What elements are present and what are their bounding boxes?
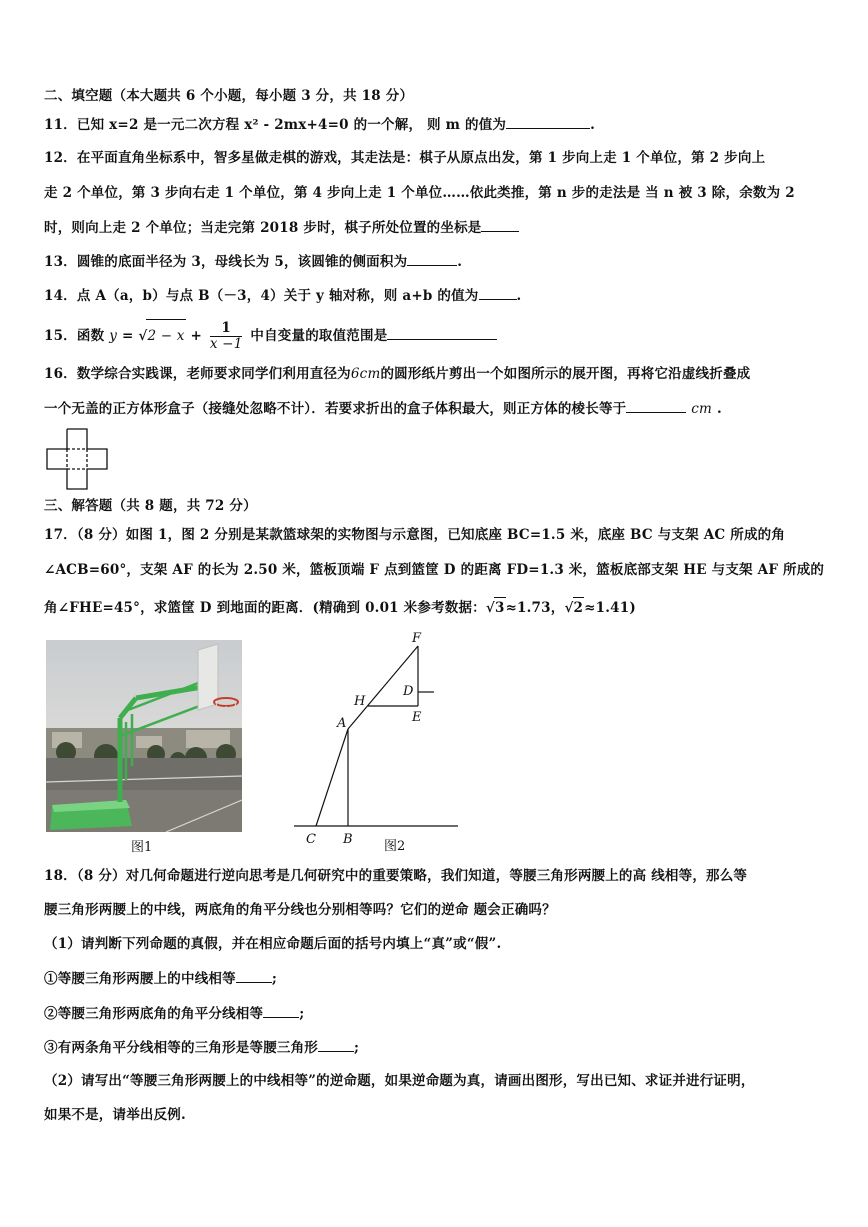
section-2-heading: 二、填空题（本大题共 6 个小题，每小题 3 分，共 18 分） xyxy=(44,88,414,104)
q18-item-3-end: ; xyxy=(354,1040,360,1056)
sqrt3-value: ≈1.73， xyxy=(505,600,565,616)
q18-item-1-text: ①等腰三角形两腰上的中线相等 xyxy=(44,971,236,987)
q12-line-2: 走 2 个单位，第 3 步向右走 1 个单位，第 4 步向上走 1 个单位……依此类推，第 n 步的走法是 当 n 被 3 除，余数为 2 xyxy=(44,185,795,201)
q12-line-1: 12．在平面直角坐标系中，智多星做走棋的游戏，其走法是：棋子从原点出发，第 1 步向上走 1 个单位，第 2 步向上 xyxy=(44,150,766,166)
q18-line-3: （1）请判断下列命题的真假，并在相应命题后面的括号内填上“真”或“假”. xyxy=(44,936,502,952)
q15-equals: = xyxy=(121,328,134,344)
label-F: F xyxy=(412,631,422,646)
q15-answer-blank xyxy=(387,325,497,340)
label-H: H xyxy=(354,694,366,709)
figure-1-caption: 图1 xyxy=(131,840,153,855)
q14-text: 14．点 A（a，b）与点 B（－3，4）关于 y 轴对称，则 a+b 的值为 xyxy=(44,288,479,304)
q15-numerator: 1 xyxy=(210,321,243,337)
q17-line-1: 17．（8 分）如图 1，图 2 分别是某款篮球架的实物图与示意图，已知底座 BC=1.5 米，底座 BC 与支架 AC 所成的角 xyxy=(44,527,786,543)
q17-line-2: ∠ACB=60°，支架 AF 的长为 2.50 米，篮板顶端 F 点到篮筐 D 的距离 FD=1.3 米，篮板底部支架 HE 与支架 AF 所成的 xyxy=(44,562,825,578)
q12-answer-blank xyxy=(481,217,519,232)
sqrt3-radicand: 3 xyxy=(494,597,506,618)
label-D: D xyxy=(403,684,414,699)
q15-fraction xyxy=(210,321,243,352)
figure-2-caption: 图2 xyxy=(384,839,406,854)
q15-denominator: x −1 xyxy=(209,336,243,352)
q14-answer-blank xyxy=(479,285,517,300)
question-15 xyxy=(44,319,497,352)
sqrt2-value: ≈1.41) xyxy=(584,600,636,616)
segment-AC xyxy=(316,729,348,826)
q15-text: 中自变量的取值范围是 xyxy=(250,328,388,344)
q18-item-2-blank xyxy=(263,1003,299,1018)
label-A: A xyxy=(337,716,347,731)
q16-line-1a: 16．数学综合实践课，老师要求同学们利用直径为 xyxy=(44,366,351,382)
q18-item-3 xyxy=(44,1037,359,1058)
q16-answer-blank xyxy=(626,398,686,413)
q15-plus: + xyxy=(190,328,202,344)
q11-period: . xyxy=(590,117,596,133)
question-12-line-3 xyxy=(44,217,519,238)
q18-item-3-text: ③有两条角平分线相等的三角形是等腰三角形 xyxy=(44,1040,318,1056)
q18-item-1-blank xyxy=(236,968,272,983)
label-B: B xyxy=(343,832,353,847)
q16-diameter: 6cm xyxy=(350,366,381,382)
q18-line-2: 腰三角形两腰上的中线，两底角的角平分线也分别相等吗？它们的逆命 题会正确吗？ xyxy=(44,902,556,918)
q11-answer-blank xyxy=(506,114,590,129)
q13-period: . xyxy=(457,254,463,270)
q14-period: . xyxy=(516,288,522,304)
q15-sqrt-symbol: √ xyxy=(138,328,148,344)
q15-y: y xyxy=(109,328,118,344)
q18-line-4: （2）请写出“等腰三角形两腰上的中线相等”的逆命题，如果逆命题为真，请画出图形，写出已知、求证并进行证明， xyxy=(44,1073,755,1089)
q16-unit: cm xyxy=(691,401,713,417)
question-17-line-3 xyxy=(44,597,636,618)
q13-answer-blank xyxy=(407,251,457,266)
q18-item-3-blank xyxy=(318,1037,354,1052)
q16-line-2a: 一个无盖的正方体形盒子（接缝处忽略不计）．若要求折出的盒子体积最大，则正方体的棱长等于 xyxy=(44,401,627,417)
q18-item-1-end: ; xyxy=(271,971,277,987)
question-16-line-1 xyxy=(44,364,750,384)
q11-text: 11．已知 x=2 是一元二次方程 x² - 2mx+4=0 的一个解， 则 m 的值为 xyxy=(44,117,507,133)
question-11 xyxy=(44,114,595,135)
q18-line-1: 18．（8 分）对几何命题进行逆向思考是几何研究中的重要策略，我们知道，等腰三角形两腰上的高 线相等，那么等 xyxy=(44,868,748,884)
q15-radicand: 2 − x xyxy=(146,319,185,352)
question-14 xyxy=(44,285,521,306)
cube-net-figure xyxy=(46,428,110,492)
cube-net-fold-lines xyxy=(67,449,87,469)
sqrt-symbol: √ xyxy=(485,600,495,616)
sqrt2-radicand: 2 xyxy=(573,597,585,618)
q18-item-2 xyxy=(44,1003,304,1024)
q16-period: . xyxy=(716,401,722,417)
q18-line-5: 如果不是，请举出反例. xyxy=(44,1107,186,1123)
q15-label: 15．函数 xyxy=(44,328,105,344)
sqrt-symbol: √ xyxy=(564,600,574,616)
q17-line-3: 角∠FHE=45°，求篮筐 D 到地面的距离．(精确到 0.01 米参考数据： xyxy=(44,600,486,616)
section-3-heading: 三、解答题（共 8 题，共 72 分） xyxy=(44,498,257,514)
schematic-figure-2 xyxy=(290,628,470,858)
question-16-line-2 xyxy=(44,398,722,419)
basketball-stand-photo xyxy=(46,640,242,832)
label-C: C xyxy=(306,832,316,847)
label-E: E xyxy=(412,710,422,725)
q18-item-1 xyxy=(44,968,277,989)
q13-text: 13．圆锥的底面半径为 3，母线长为 5，该圆锥的侧面积为 xyxy=(44,254,408,270)
q16-line-1b: 的圆形纸片剪出一个如图所示的展开图，再将它沿虚线折叠成 xyxy=(380,366,751,382)
cube-net-outline xyxy=(47,429,107,489)
q18-item-2-end: ; xyxy=(299,1006,305,1022)
question-13 xyxy=(44,251,462,272)
q12-line-3: 时，则向上走 2 个单位；当走完第 2018 步时，棋子所处位置的坐标是 xyxy=(44,220,482,236)
q18-item-2-text: ②等腰三角形两底角的角平分线相等 xyxy=(44,1006,264,1022)
